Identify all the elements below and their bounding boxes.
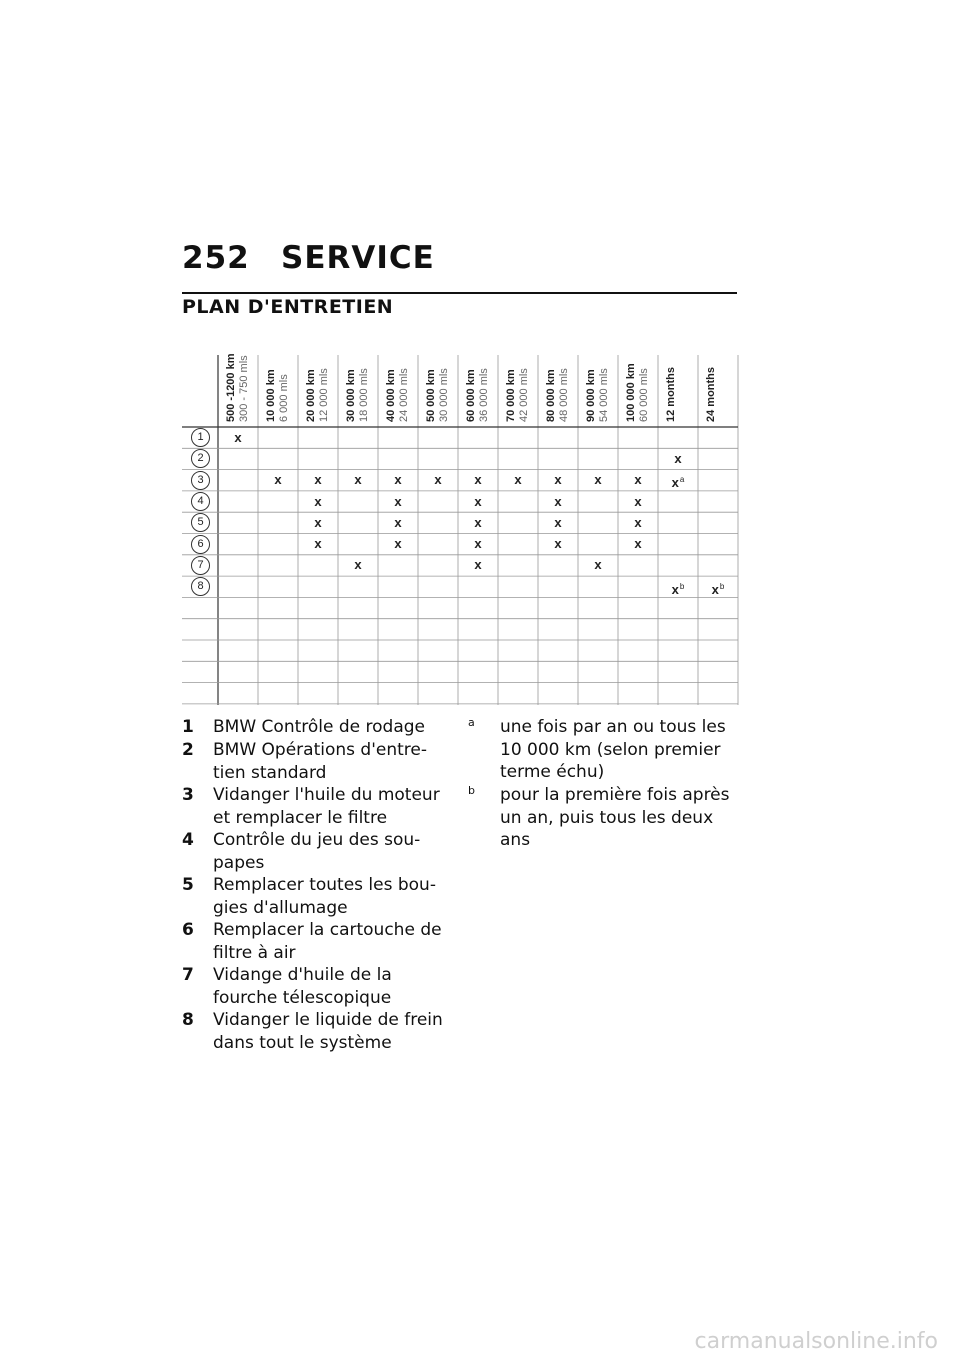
schedule-mark: x xyxy=(634,514,642,530)
legend-number: 3 xyxy=(182,785,194,805)
legend-number: 5 xyxy=(182,875,194,895)
column-header-km: 60 000 km xyxy=(465,369,477,422)
column-header xyxy=(705,362,739,422)
column-header-km: 70 000 km xyxy=(505,369,517,422)
schedule-mark: x xyxy=(234,429,242,445)
footnote-key: b xyxy=(468,784,475,797)
legend-text: BMW Opérations d'entre-tien standard xyxy=(213,740,427,783)
schedule-mark: x xyxy=(674,450,682,466)
schedule-mark: x xyxy=(434,472,442,488)
schedule-mark: x xyxy=(474,472,482,488)
column-header xyxy=(425,362,459,422)
schedule-mark: $x^b$ xyxy=(671,581,685,597)
section-title: PLAN D'ENTRETIEN xyxy=(182,296,394,318)
column-header xyxy=(345,362,379,422)
legend-text: Remplacer la cartouche de filtre à air xyxy=(213,920,442,963)
column-header-mls: 24 000 mls xyxy=(398,368,410,422)
schedule-mark: x xyxy=(394,472,402,488)
footnote-ref: a xyxy=(679,475,685,485)
column-header-mls: 6 000 mls xyxy=(278,374,290,422)
column-header-km: 500 -1200 km xyxy=(225,353,237,422)
column-header-mls: 48 000 mls xyxy=(558,368,570,422)
schedule-mark: x xyxy=(474,514,482,530)
schedule-mark: x xyxy=(594,472,602,488)
schedule-mark: x xyxy=(594,557,602,573)
row-number-badge: 6 xyxy=(191,535,210,554)
schedule-mark: x xyxy=(274,472,282,488)
column-header xyxy=(545,362,579,422)
column-header-mls: 12 000 mls xyxy=(318,368,330,422)
column-header xyxy=(265,362,299,422)
column-header-mls: 18 000 mls xyxy=(358,368,370,422)
legend-text: Vidanger l'huile du moteur et remplacer le filtre xyxy=(213,785,440,828)
column-header-km: 20 000 km xyxy=(305,369,317,422)
column-header-mls: 30 000 mls xyxy=(438,368,450,422)
row-number-badge: 7 xyxy=(191,556,210,575)
legend-text: Vidange d'huile de la fourche télescopique xyxy=(213,965,392,1008)
schedule-mark: x xyxy=(354,472,362,488)
column-header xyxy=(465,362,499,422)
schedule-mark: x xyxy=(554,472,562,488)
schedule-mark: $x^b$ xyxy=(711,581,725,597)
row-number-badge: 8 xyxy=(191,577,210,596)
legend-text: Remplacer toutes les bou-gies d'allumage xyxy=(213,875,436,918)
schedule-mark: x xyxy=(554,536,562,552)
schedule-mark: x xyxy=(474,557,482,573)
schedule-mark: x xyxy=(314,472,322,488)
watermark: carmanualsonline.info xyxy=(694,1329,938,1354)
column-header-mls: 54 000 mls xyxy=(598,368,610,422)
column-header-km: 10 000 km xyxy=(265,369,277,422)
schedule-mark: x xyxy=(354,557,362,573)
column-header-km: 40 000 km xyxy=(385,369,397,422)
row-number-badge: 1 xyxy=(191,428,210,447)
schedule-mark: x xyxy=(394,536,402,552)
row-number-badge: 5 xyxy=(191,513,210,532)
row-number-badge: 3 xyxy=(191,471,210,490)
schedule-mark: x xyxy=(554,514,562,530)
footnote-ref: b xyxy=(719,581,725,591)
column-header-mls: 42 000 mls xyxy=(518,368,530,422)
page-number: 252 xyxy=(182,240,250,276)
footnote-text: pour la première fois après un an, puis tous les deux ans xyxy=(500,785,730,850)
column-header xyxy=(585,362,619,422)
column-header xyxy=(305,362,339,422)
column-header xyxy=(385,362,419,422)
legend-text: Contrôle du jeu des sou-papes xyxy=(213,830,421,873)
legend-number: 8 xyxy=(182,1010,194,1030)
schedule-mark: x xyxy=(314,514,322,530)
legend-number: 6 xyxy=(182,920,194,940)
column-header-mls: 300 - 750 mls xyxy=(238,355,250,422)
column-header xyxy=(665,362,699,422)
schedule-mark: x xyxy=(394,493,402,509)
schedule-mark: x xyxy=(394,514,402,530)
column-header-mls: 36 000 mls xyxy=(478,368,490,422)
schedule-mark: x xyxy=(634,493,642,509)
legend-text: Vidanger le liquide de frein dans tout le système xyxy=(213,1010,443,1053)
column-header-km: 80 000 km xyxy=(545,369,557,422)
footnote-key: a xyxy=(468,716,475,729)
schedule-mark: x xyxy=(474,536,482,552)
column-header xyxy=(225,353,259,422)
footnote-ref: b xyxy=(679,581,685,591)
schedule-mark: x xyxy=(634,472,642,488)
schedule-mark: x xyxy=(554,493,562,509)
column-header-km: 50 000 km xyxy=(425,369,437,422)
legend-text: BMW Contrôle de rodage xyxy=(213,717,425,737)
legend-number: 1 xyxy=(182,717,194,737)
legend-number: 2 xyxy=(182,740,194,760)
legend-number: 4 xyxy=(182,830,194,850)
schedule-mark: x xyxy=(314,493,322,509)
footnote-text: une fois par an ou tous les 10 000 km (selon premier terme échu) xyxy=(500,717,726,782)
row-number-badge: 2 xyxy=(191,449,210,468)
schedule-mark: x xyxy=(634,536,642,552)
schedule-mark: x xyxy=(314,536,322,552)
column-header-km: 12 months xyxy=(665,366,677,422)
schedule-mark: $x^a$ xyxy=(671,475,685,491)
column-header-km: 24 months xyxy=(705,366,717,422)
schedule-mark: x xyxy=(514,472,522,488)
column-header xyxy=(505,362,539,422)
legend-number: 7 xyxy=(182,965,194,985)
schedule-mark: x xyxy=(474,493,482,509)
column-header-km: 100 000 km xyxy=(625,363,637,422)
column-header xyxy=(625,362,659,422)
column-header-mls: 60 000 mls xyxy=(638,368,650,422)
page-title: SERVICE xyxy=(281,240,435,276)
column-header-km: 90 000 km xyxy=(585,369,597,422)
row-number-badge: 4 xyxy=(191,492,210,511)
column-header-km: 30 000 km xyxy=(345,369,357,422)
